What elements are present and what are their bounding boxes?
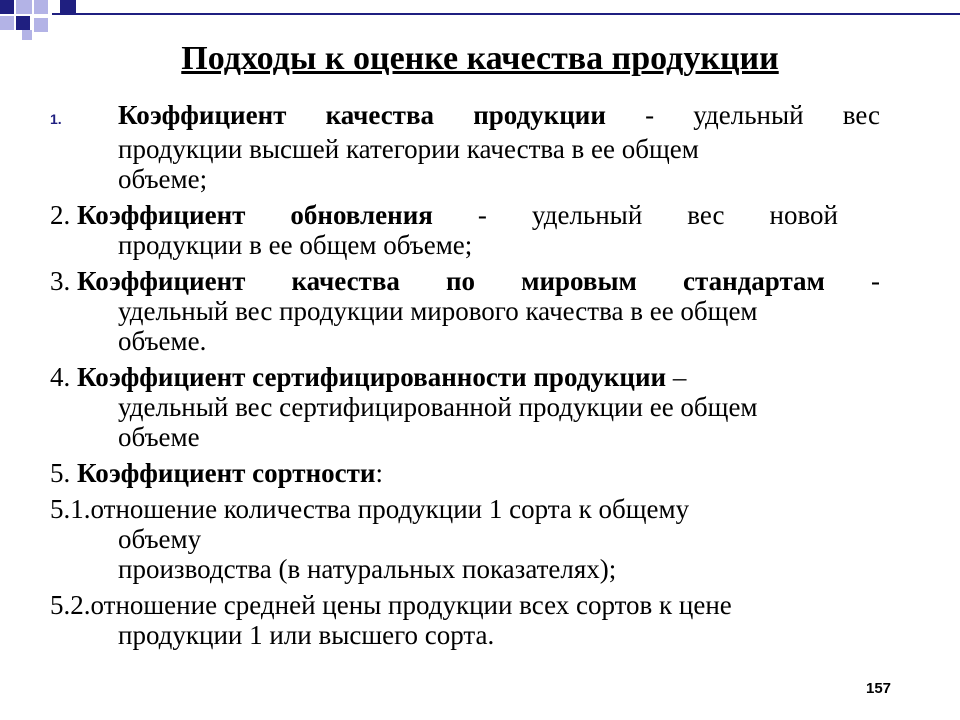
- item-definition: :: [375, 458, 383, 488]
- item-definition: отношение количества продукции 1 сорта к общему: [90, 494, 690, 524]
- decor-square-dark: [16, 16, 30, 30]
- item-number: 1.: [50, 111, 62, 127]
- decor-square-light: [34, 18, 48, 32]
- item-number: 4.: [50, 362, 77, 392]
- item-continuation: продукции 1 или высшего сорта.: [118, 620, 495, 650]
- item-definition: - удельный вес: [605, 100, 880, 130]
- item-definition: –: [666, 362, 687, 392]
- item-number: 5.: [50, 458, 77, 488]
- list-item-5-2: [50, 590, 880, 650]
- page-number: 157: [866, 680, 892, 697]
- list-item-1: [50, 100, 880, 194]
- list-item-5-1: [50, 494, 880, 584]
- item-number: 5.2.: [50, 590, 91, 620]
- item-number: 5.1.: [50, 494, 91, 524]
- decor-square-dark: [0, 0, 14, 14]
- list-item-2: [50, 200, 880, 260]
- item-continuation: удельный вес сертифицированной продукции ее общем: [118, 392, 758, 422]
- item-definition: - удельный вес новой: [432, 200, 838, 230]
- slide-title: Подходы к оценке качества продукции: [181, 40, 779, 77]
- approaches-list: [50, 100, 880, 656]
- list-item-5: [50, 458, 880, 488]
- item-term: Коэффициент качества по мировым стандартам: [77, 266, 825, 296]
- item-continuation: объеме: [118, 422, 200, 452]
- item-continuation: объеме;: [118, 164, 208, 194]
- decor-square-light: [34, 0, 48, 14]
- item-continuation: объеме.: [118, 326, 207, 356]
- item-continuation: удельный вес продукции мирового качества в ее общем: [118, 296, 758, 326]
- decor-square-light: [0, 16, 14, 30]
- item-number: 3.: [50, 266, 77, 296]
- item-continuation: продукции в ее общем объеме;: [118, 230, 473, 260]
- item-definition: -: [824, 266, 880, 296]
- list-item-4: [50, 362, 880, 452]
- corner-decoration: [0, 0, 960, 40]
- decor-square-dark: [60, 0, 76, 14]
- item-term: Коэффициент качества продукции: [118, 100, 606, 130]
- list-item-3: [50, 266, 880, 356]
- item-definition: отношение средней цены продукции всех сортов к цене: [90, 590, 732, 620]
- decor-square-light: [22, 30, 32, 40]
- item-number: 2.: [50, 200, 77, 230]
- item-continuation: объему: [118, 524, 202, 554]
- item-term: Коэффициент обновления: [77, 200, 433, 230]
- item-term: Коэффициент сертифицированности продукции: [77, 362, 667, 392]
- item-continuation: производства (в натуральных показателях);: [118, 554, 617, 584]
- decor-line: [52, 13, 960, 15]
- item-term: Коэффициент сортности: [77, 458, 376, 488]
- item-continuation: продукции высшей категории качества в ее общем: [118, 134, 699, 164]
- decor-square-light: [16, 0, 32, 14]
